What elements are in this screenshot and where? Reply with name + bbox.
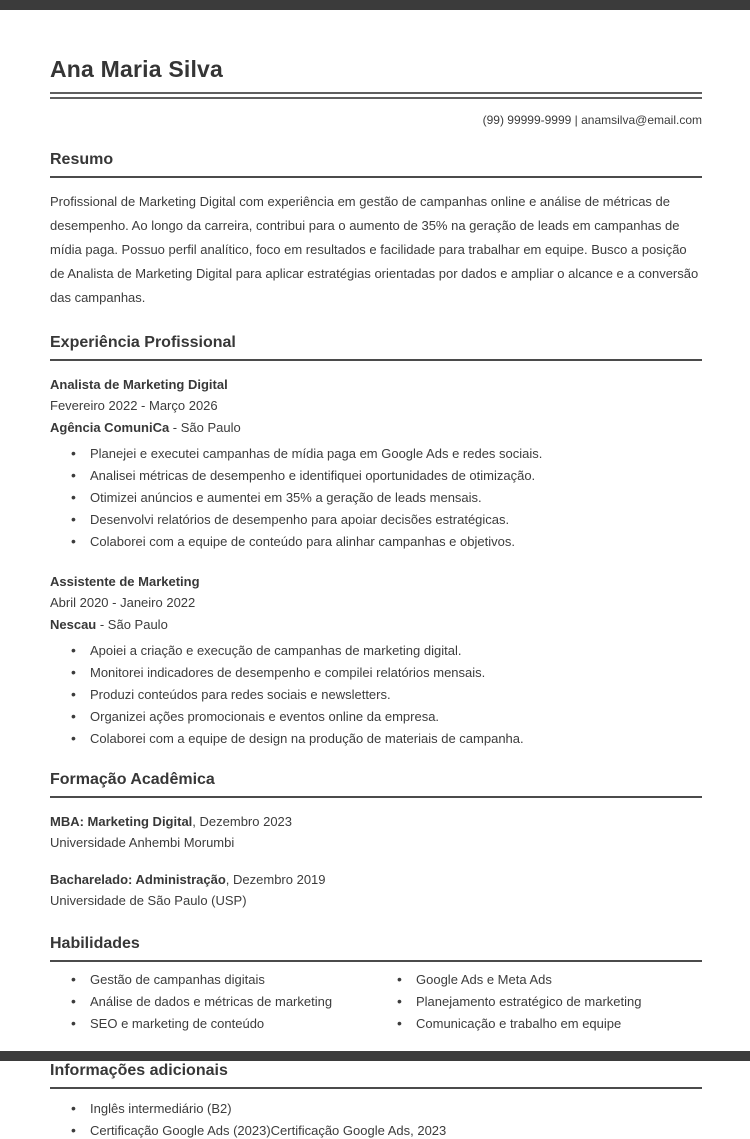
additional-info-item: • Inglês intermediário (B2) xyxy=(50,1101,702,1117)
skills-right-column xyxy=(376,972,702,1038)
education-degree-line xyxy=(50,869,702,890)
skill-item: • SEO e marketing de conteúdo xyxy=(50,1016,376,1032)
job-title: Assistente de Marketing xyxy=(50,574,200,589)
job-bullet-list xyxy=(50,643,702,747)
job-bullet: • Apoiei a criação e execução de campanhas de marketing digital. xyxy=(50,643,702,659)
job-entry xyxy=(50,374,702,550)
job-bullet: • Monitorei indicadores de desempenho e compilei relatórios mensais. xyxy=(50,665,702,681)
education-degree-line xyxy=(50,811,702,832)
job-bullet: • Desenvolvi relatórios de desempenho para apoiar decisões estratégicas. xyxy=(50,512,702,528)
skill-item: • Planejamento estratégico de marketing xyxy=(376,994,702,1010)
section-title-resumo: Resumo xyxy=(50,151,702,178)
job-bullet: • Otimizei anúncios e aumentei em 35% a geração de leads mensais. xyxy=(50,490,702,506)
skills-left-column xyxy=(50,972,376,1038)
education-school: Universidade de São Paulo (USP) xyxy=(50,893,247,908)
top-border-bar xyxy=(0,0,750,10)
job-bullet: • Organizei ações promocionais e eventos online da empresa. xyxy=(50,709,702,725)
job-company-name: Nescau xyxy=(50,617,97,632)
education-entry xyxy=(50,869,702,911)
education-degree: MBA: Marketing Digital xyxy=(50,814,193,829)
education-school: Universidade Anhembi Morumbi xyxy=(50,835,235,850)
job-bullet-list xyxy=(50,446,702,550)
section-title-experiencia: Experiência Profissional xyxy=(50,334,702,361)
education-entry xyxy=(50,811,702,853)
job-bullet: • Produzi conteúdos para redes sociais e newsletters. xyxy=(50,687,702,703)
job-company-line xyxy=(50,417,702,439)
additional-info-item: • Certificação Google Ads (2023)Certificação Google Ads, 2023 xyxy=(50,1123,702,1139)
education-date: , Dezembro 2023 xyxy=(192,814,293,829)
skills-grid xyxy=(50,972,702,1038)
job-bullet: • Colaborei com a equipe de conteúdo para alinhar campanhas e objetivos. xyxy=(50,534,702,550)
job-company-location: - São Paulo xyxy=(169,420,241,435)
bottom-border-bar xyxy=(0,1051,750,1061)
job-bullet: • Colaborei com a equipe de design na produção de materiais de campanha. xyxy=(50,731,702,747)
job-company-line xyxy=(50,614,702,636)
job-company-location: - São Paulo xyxy=(96,617,168,632)
additional-info-list xyxy=(50,1101,702,1139)
job-period: Abril 2020 - Janeiro 2022 xyxy=(50,595,196,610)
skill-item: • Google Ads e Meta Ads xyxy=(376,972,702,988)
section-title-formacao: Formação Acadêmica xyxy=(50,771,702,798)
job-bullet: • Analisei métricas de desempenho e identifiquei oportunidades de otimização. xyxy=(50,468,702,484)
job-title: Analista de Marketing Digital xyxy=(50,377,228,392)
job-period: Fevereiro 2022 - Março 2026 xyxy=(50,398,218,413)
skill-item: • Comunicação e trabalho em equipe xyxy=(376,1016,702,1032)
job-company-name: Agência ComuniCa xyxy=(50,420,170,435)
education-degree: Bacharelado: Administração xyxy=(50,872,226,887)
job-entry xyxy=(50,571,702,747)
summary-paragraph: Profissional de Marketing Digital com experiência em gestão de campanhas online e análise de métricas de desempenho. Ao longo da carreira, contribui para o aumento de 35% na geração de leads em campanhas de mídia paga. Possuo perfil analítico, foco em resultados e facilidade para trabalhar em equipe. Busco a posição de Analista de Marketing Digital para aplicar estratégias orientadas por dados e ampliar o alcance e a conversão das campanhas. xyxy=(50,194,699,305)
job-bullet: • Planejei e executei campanhas de mídia paga em Google Ads e redes sociais. xyxy=(50,446,702,462)
skill-item: • Análise de dados e métricas de marketing xyxy=(50,994,376,1010)
name-double-rule xyxy=(50,92,702,99)
candidate-name: Ana Maria Silva xyxy=(50,56,224,82)
education-date: , Dezembro 2019 xyxy=(225,872,326,887)
section-title-adicionais: Informações adicionais xyxy=(50,1062,702,1089)
contact-info: (99) 99999-9999 | anamsilva@email.com xyxy=(482,113,702,127)
skill-item: • Gestão de campanhas digitais xyxy=(50,972,376,988)
section-title-habilidades: Habilidades xyxy=(50,935,702,962)
